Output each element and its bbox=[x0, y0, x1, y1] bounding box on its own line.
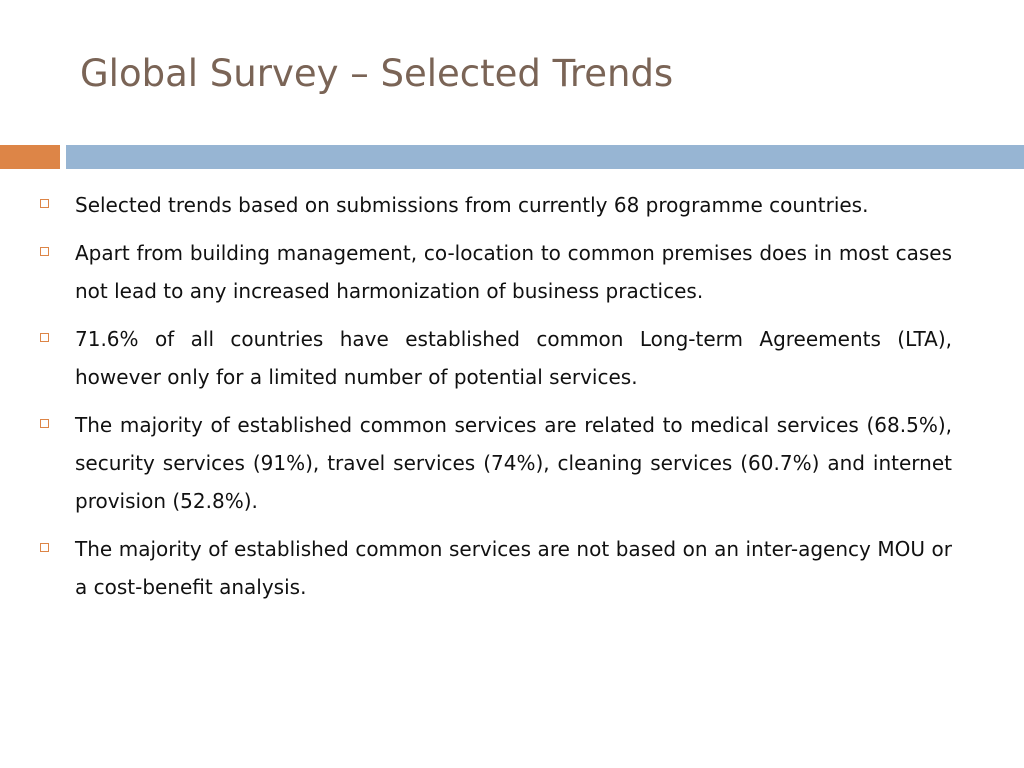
bullet-text: 71.6% of all countries have established common Long-term Agreements (LTA), however only for a limited number of potential services. bbox=[75, 327, 952, 389]
hollow-square-icon bbox=[40, 543, 49, 552]
bullet-text: The majority of established common services are related to medical services (68.5%), security services (91%), travel services (74%), cleaning services (60.7%) and internet provision (52.8%). bbox=[75, 413, 952, 513]
hollow-square-icon bbox=[40, 419, 49, 428]
bullet-list bbox=[40, 186, 952, 616]
slide-title: Global Survey – Selected Trends bbox=[80, 52, 674, 95]
hollow-square-icon bbox=[40, 247, 49, 256]
accent-bar-orange bbox=[0, 145, 60, 169]
bullet-text: The majority of established common services are not based on an inter-agency MOU or a cost-benefit analysis. bbox=[75, 537, 952, 599]
list-item bbox=[40, 320, 952, 396]
hollow-square-icon bbox=[40, 333, 49, 342]
bullet-text: Apart from building management, co-location to common premises does in most cases not lead to any increased harmonization of business practices. bbox=[75, 241, 952, 303]
list-item bbox=[40, 186, 952, 224]
list-item bbox=[40, 406, 952, 520]
bullet-text: Selected trends based on submissions from currently 68 programme countries. bbox=[75, 193, 869, 217]
hollow-square-icon bbox=[40, 199, 49, 208]
accent-bar-blue bbox=[66, 145, 1024, 169]
list-item bbox=[40, 234, 952, 310]
list-item bbox=[40, 530, 952, 606]
